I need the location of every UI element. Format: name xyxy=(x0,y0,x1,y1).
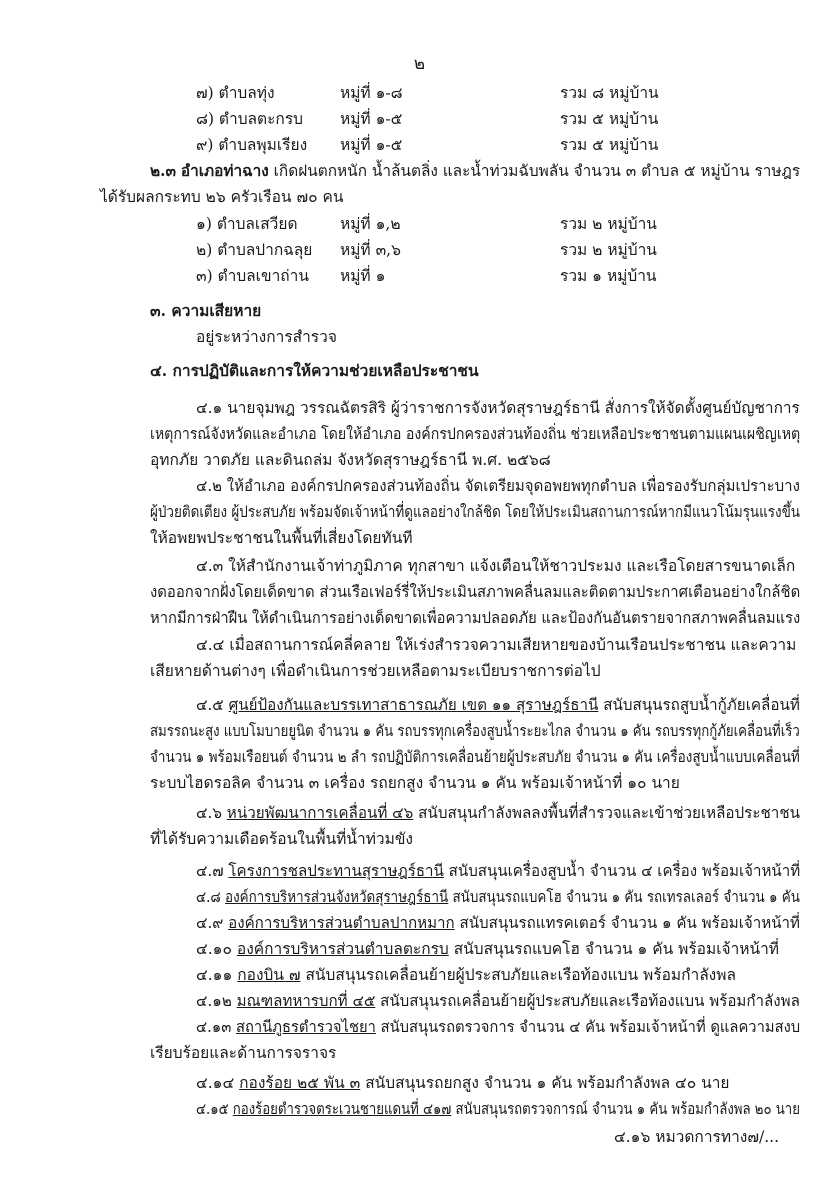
paragraph-4-2-line: ผู้ป่วยติดเตียง ผู้ประสบภัย พร้อมจัดเจ้าหน้าที่ดูแลอย่างใกล้ชิด โดยให้ประเมินสถานการณ์หากมีแนวโน้มรุนแรงขึ้น xyxy=(150,503,800,521)
item-text: สนับสนุนรถเคลื่อนย้ายผู้ประสบภัยและเรือท้องแบน พร้อมกำลังพล xyxy=(300,966,736,984)
item-number: ๔.๑๒ xyxy=(196,992,237,1010)
organization-name: มณฑลทหารบกที่ ๔๕ xyxy=(236,992,376,1010)
section-number: ๒.๓ xyxy=(150,161,177,180)
subdistrict-name: ๘) ตำบลตะกรบ xyxy=(196,110,303,128)
paragraph-4-7 xyxy=(196,858,800,884)
organization-name: ศูนย์ป้องกันและบรรเทาสาธารณภัย เขต ๑๑ สุราษฎร์ธานี xyxy=(228,696,599,714)
village-range: หมู่ที่ ๑-๕ xyxy=(340,110,403,128)
page-number: ๒ xyxy=(413,54,426,74)
paragraph-4-11 xyxy=(196,962,736,988)
paragraph-4-1-line: เหตุการณ์จังหวัดและอำเภอ โดยให้อำเภอ องค์กรปกครองส่วนท้องถิ่น ช่วยเหลือประชาชนตามแผนเผชิญเหตุ xyxy=(150,425,801,443)
item-text: สนับสนุนรถแบคโฮ จำนวน ๑ คัน รถเทรลเลอร์ จำนวน ๑ คัน xyxy=(448,888,800,906)
organization-name: สถานีภูธรตำรวจไชยา xyxy=(235,1018,376,1036)
item-text: สนับสนุนรถตรวจการณ์ จำนวน ๑ คัน พร้อมกำลังพล ๒๐ นาย xyxy=(451,1100,800,1118)
paragraph-4-6-line2: ที่ได้รับความเดือดร้อนในพื้นที่น้ำท่วมขัง xyxy=(150,830,414,848)
item-number: ๔.๕ xyxy=(196,696,229,714)
continuation-text: ๔.๑๖ หมวดการทาง๗/... xyxy=(613,1128,779,1146)
organization-name: โครงการชลประทานสุราษฎร์ธานี xyxy=(228,862,444,880)
paragraph-4-3-line: งดออกจากฝั่งโดยเด็ดขาด ส่วนเรือเฟอร์รี่ให้ประเมินสภาพคลื่นลมและติดตามประกาศเตือนอย่างใกล้ชิด xyxy=(150,583,801,601)
village-range: หมู่ที่ ๑ xyxy=(340,267,386,285)
section-3-heading: ๓. ความเสียหาย xyxy=(150,301,262,320)
paragraph-4-4-line: ๔.๔ เมื่อสถานการณ์คลี่คลาย ให้เร่งสำรวจความเสียหายของบ้านเรือนประชาชน และความ xyxy=(196,636,797,654)
paragraph-4-10 xyxy=(196,936,779,962)
paragraph-4-2-line: ให้อพยพประชาชนในพื้นที่เสี่ยงโดยทันที xyxy=(150,529,413,547)
item-number: ๔.๖ xyxy=(196,804,227,822)
organization-name: องค์การบริหารส่วนจังหวัดสุราษฎร์ธานี xyxy=(225,888,449,906)
paragraph-4-15 xyxy=(196,1096,800,1122)
item-number: ๔.๙ xyxy=(196,914,229,932)
village-total: รวม ๒ หมู่บ้าน xyxy=(560,215,657,233)
item-text: สนับสนุนเครื่องสูบน้ำ จำนวน ๔ เครื่อง พร้อมเจ้าหน้าที่ xyxy=(443,862,801,880)
organization-name: กองบิน ๗ xyxy=(237,966,301,984)
item-text: สนับสนุนรถแทรคเตอร์ จำนวน ๑ คัน พร้อมเจ้าหน้าที่ xyxy=(454,914,801,932)
village-range: หมู่ที่ ๑,๒ xyxy=(340,215,401,233)
paragraph-4-5-line: สมรรถนะสูง แบบโมบายยูนิต จำนวน ๑ คัน รถบรรทุกเครื่องสูบน้ำระยะไกล จำนวน ๑ คัน รถบรรทุกกู้ภัยเคลื่อนที่เร็ว xyxy=(150,722,800,740)
section-text: เกิดฝนตกหนัก น้ำล้นตลิ่ง และน้ำท่วมฉับพลัน จำนวน ๓ ตำบล ๕ หมู่บ้าน ราษฎร xyxy=(268,162,801,180)
village-total: รวม ๘ หมู่บ้าน xyxy=(560,84,659,102)
paragraph-4-5-line: ระบบไฮดรอลิค จำนวน ๓ เครื่อง รถยกสูง จำนวน ๑ คัน พร้อมเจ้าหน้าที่ ๑๐ นาย xyxy=(150,774,680,792)
village-total: รวม ๒ หมู่บ้าน xyxy=(560,241,657,259)
organization-name: กองร้อย ๒๕ พัน ๓ xyxy=(239,1074,361,1092)
item-text: สนับสนุนรถยกสูง จำนวน ๑ คัน พร้อมกำลังพล ๔๐ นาย xyxy=(360,1074,730,1092)
paragraph-4-14 xyxy=(196,1070,730,1096)
section-4-heading: ๔. การปฏิบัติและการให้ความช่วยเหลือประชาชน xyxy=(150,361,479,380)
item-number: ๔.๗ xyxy=(196,862,229,880)
item-text: สนับสนุนรถสูบน้ำกู้ภัยเคลื่อนที่ xyxy=(598,696,800,714)
item-text: สนับสนุนรถเคลื่อนย้ายผู้ประสบภัยและเรือท้องแบน พร้อมกำลังพล xyxy=(375,992,800,1010)
section-3-body: อยู่ระหว่างการสำรวจ xyxy=(196,328,337,346)
village-range: หมู่ที่ ๑-๘ xyxy=(340,84,403,102)
section-2-3-line1 xyxy=(150,158,800,184)
section-title: อำเภอท่าฉาง xyxy=(180,161,269,180)
village-range: หมู่ที่ ๑-๕ xyxy=(340,136,403,154)
paragraph-4-1-line: อุทกภัย วาตภัย และดินถล่ม จังหวัดสุราษฎร์ธานี พ.ศ. ๒๕๖๘ xyxy=(150,451,551,469)
paragraph-4-1-line: ๔.๑ นายจุมพฎ วรรณฉัตรสิริ ผู้ว่าราชการจังหวัดสุราษฎร์ธานี สั่งการให้จัดตั้งศูนย์บัญชาการ xyxy=(196,399,800,417)
paragraph-4-8 xyxy=(196,884,800,910)
organization-name: องค์การบริหารส่วนตำบลปากหมาก xyxy=(228,914,455,932)
paragraph-4-4-line: เสียหายด้านต่างๆ เพื่อดำเนินการช่วยเหลือตามระเบียบราชการต่อไป xyxy=(150,662,601,680)
organization-name: กองร้อยตำรวจตระเวนชายแดนที่ ๔๑๗ xyxy=(232,1100,452,1118)
paragraph-4-13-line1 xyxy=(196,1014,800,1040)
paragraph-4-13-line2: เรียบร้อยและด้านการจราจร xyxy=(150,1044,337,1062)
paragraph-4-12 xyxy=(196,988,800,1014)
item-number: ๔.๑๓ xyxy=(196,1018,236,1036)
paragraph-4-6-line1 xyxy=(196,800,800,826)
village-total: รวม ๑ หมู่บ้าน xyxy=(560,267,657,285)
item-text: สนับสนุนรถตรวจการ จำนวน ๔ คัน พร้อมเจ้าหน้าที่ ดูแลความสงบ xyxy=(375,1018,801,1036)
organization-name: องค์การบริหารส่วนตำบลตะกรบ xyxy=(236,940,449,958)
village-total: รวม ๕ หมู่บ้าน xyxy=(560,110,659,128)
item-number: ๔.๑๔ xyxy=(196,1074,240,1092)
item-number: ๔.๑๑ xyxy=(196,966,238,984)
paragraph-4-3-line: หากมีการฝ่าฝืน ให้ดำเนินการอย่างเด็ดขาดเพื่อความปลอดภัย และป้องกันอันตรายจากสภาพคลื่นลมแรง xyxy=(150,609,801,627)
village-range: หมู่ที่ ๓,๖ xyxy=(340,241,401,259)
organization-name: หน่วยพัฒนาการเคลื่อนที่ ๔๖ xyxy=(226,804,414,822)
village-total: รวม ๕ หมู่บ้าน xyxy=(560,136,659,154)
item-text: สนับสนุนกำลังพลลงพื้นที่สำรวจและเข้าช่วยเหลือประชาชน xyxy=(413,804,801,822)
item-number: ๔.๑๐ xyxy=(196,940,237,958)
subdistrict-name: ๗) ตำบลทุ่ง xyxy=(196,84,275,102)
paragraph-4-2-line: ๔.๒ ให้อำเภอ องค์กรปกครองส่วนท้องถิ่น จัดเตรียมจุดอพยพทุกตำบล เพื่อรองรับกลุ่มเปราะบาง xyxy=(196,477,800,495)
subdistrict-name: ๑) ตำบลเสวียด xyxy=(196,215,298,233)
item-number: ๔.๑๕ xyxy=(196,1100,233,1118)
item-text: สนับสนุนรถแบคโฮ จำนวน ๑ คัน พร้อมเจ้าหน้าที่ xyxy=(448,940,780,958)
section-2-3-line2: ได้รับผลกระทบ ๒๖ ครัวเรือน ๗๐ คน xyxy=(100,188,344,206)
paragraph-4-5-line1 xyxy=(196,692,800,718)
paragraph-4-5-line: จำนวน ๑ พร้อมเรือยนต์ จำนวน ๒ ลำ รถปฏิบัติการเคลื่อนย้ายผู้ประสบภัย จำนวน ๑ คัน เครื่องสูบน้ำแบบเคลื่อนที่ xyxy=(150,748,800,766)
paragraph-4-9 xyxy=(196,910,800,936)
item-number: ๔.๘ xyxy=(196,888,226,906)
paragraph-4-3-line: ๔.๓ ให้สำนักงานเจ้าท่าภูมิภาค ทุกสาขา แจ้งเตือนให้ชาวประมง และเรือโดยสารขนาดเล็ก xyxy=(196,557,796,575)
subdistrict-name: ๒) ตำบลปากฉลุย xyxy=(196,241,313,259)
subdistrict-name: ๙) ตำบลพุมเรียง xyxy=(196,136,308,154)
subdistrict-name: ๓) ตำบลเขาถ่าน xyxy=(196,267,309,285)
